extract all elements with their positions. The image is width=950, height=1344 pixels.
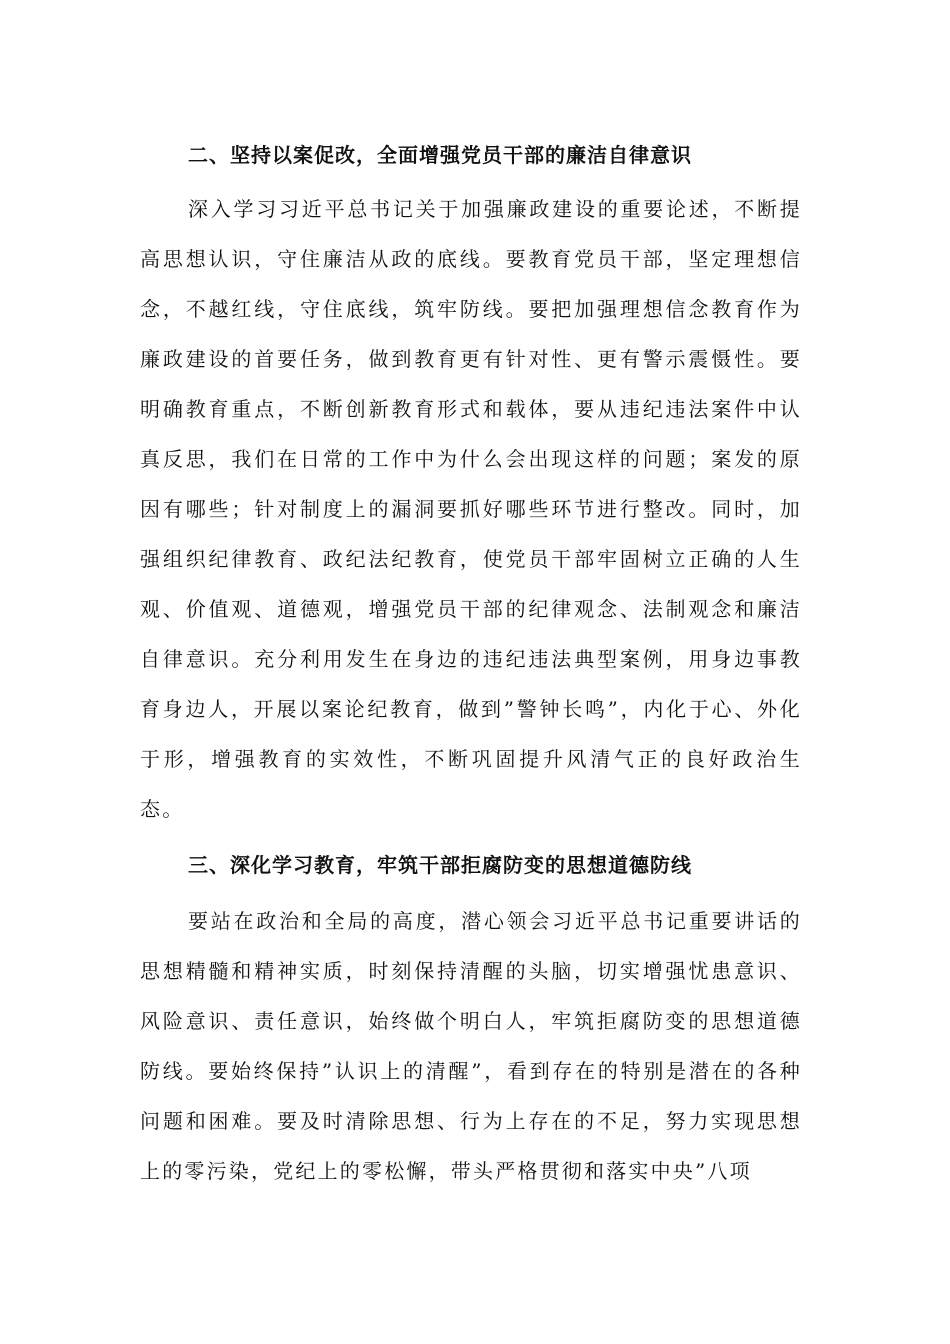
section-heading-3: 三、深化学习教育，牢筑干部拒腐防变的思想道德防线 (188, 853, 692, 877)
section-paragraph-3: 要站在政治和全局的高度，潜心领会习近平总书记重要讲话的思想精髓和精神实质，时刻保持清醒的头脑，切实增强忧患意识、风险意识、责任意识，始终做个明白人，牢筑拒腐防变的思想道德防线。要始终保持”认识上的清醒”，看到存在的特别是潜在的各种问题和困难。要及时清除思想、行为上存在的不足，努力实现思想上的零污染，党纪上的零松懈，带头严格贯彻和落实中央”八项 (140, 909, 802, 1183)
section-heading-2: 二、坚持以案促改，全面增强党员干部的廉洁自律意识 (188, 143, 692, 167)
document-body (140, 130, 802, 1196)
section-paragraph-2: 深入学习习近平总书记关于加强廉政建设的重要论述，不断提高思想认识，守住廉洁从政的底线。要教育党员干部，坚定理想信念，不越红线，守住底线，筑牢防线。要把加强理想信念教育作为廉政建设的首要任务，做到教育更有针对性、更有警示震慑性。要明确教育重点，不断创新教育形式和载体，要从违纪违法案件中认真反思，我们在日常的工作中为什么会出现这样的问题；案发的原因有哪些；针对制度上的漏洞要抓好哪些环节进行整改。同时，加强组织纪律教育、政纪法纪教育，使党员干部牢固树立正确的人生观、价值观、道德观，增强党员干部的纪律观念、法制观念和廉洁自律意识。充分利用发生在身边的违纪违法典型案例，用身边事教育身边人，开展以案论纪教育，做到”警钟长鸣”，内化于心、外化于形，增强教育的实效性，不断巩固提升风清气正的良好政治生态。 (140, 197, 802, 821)
